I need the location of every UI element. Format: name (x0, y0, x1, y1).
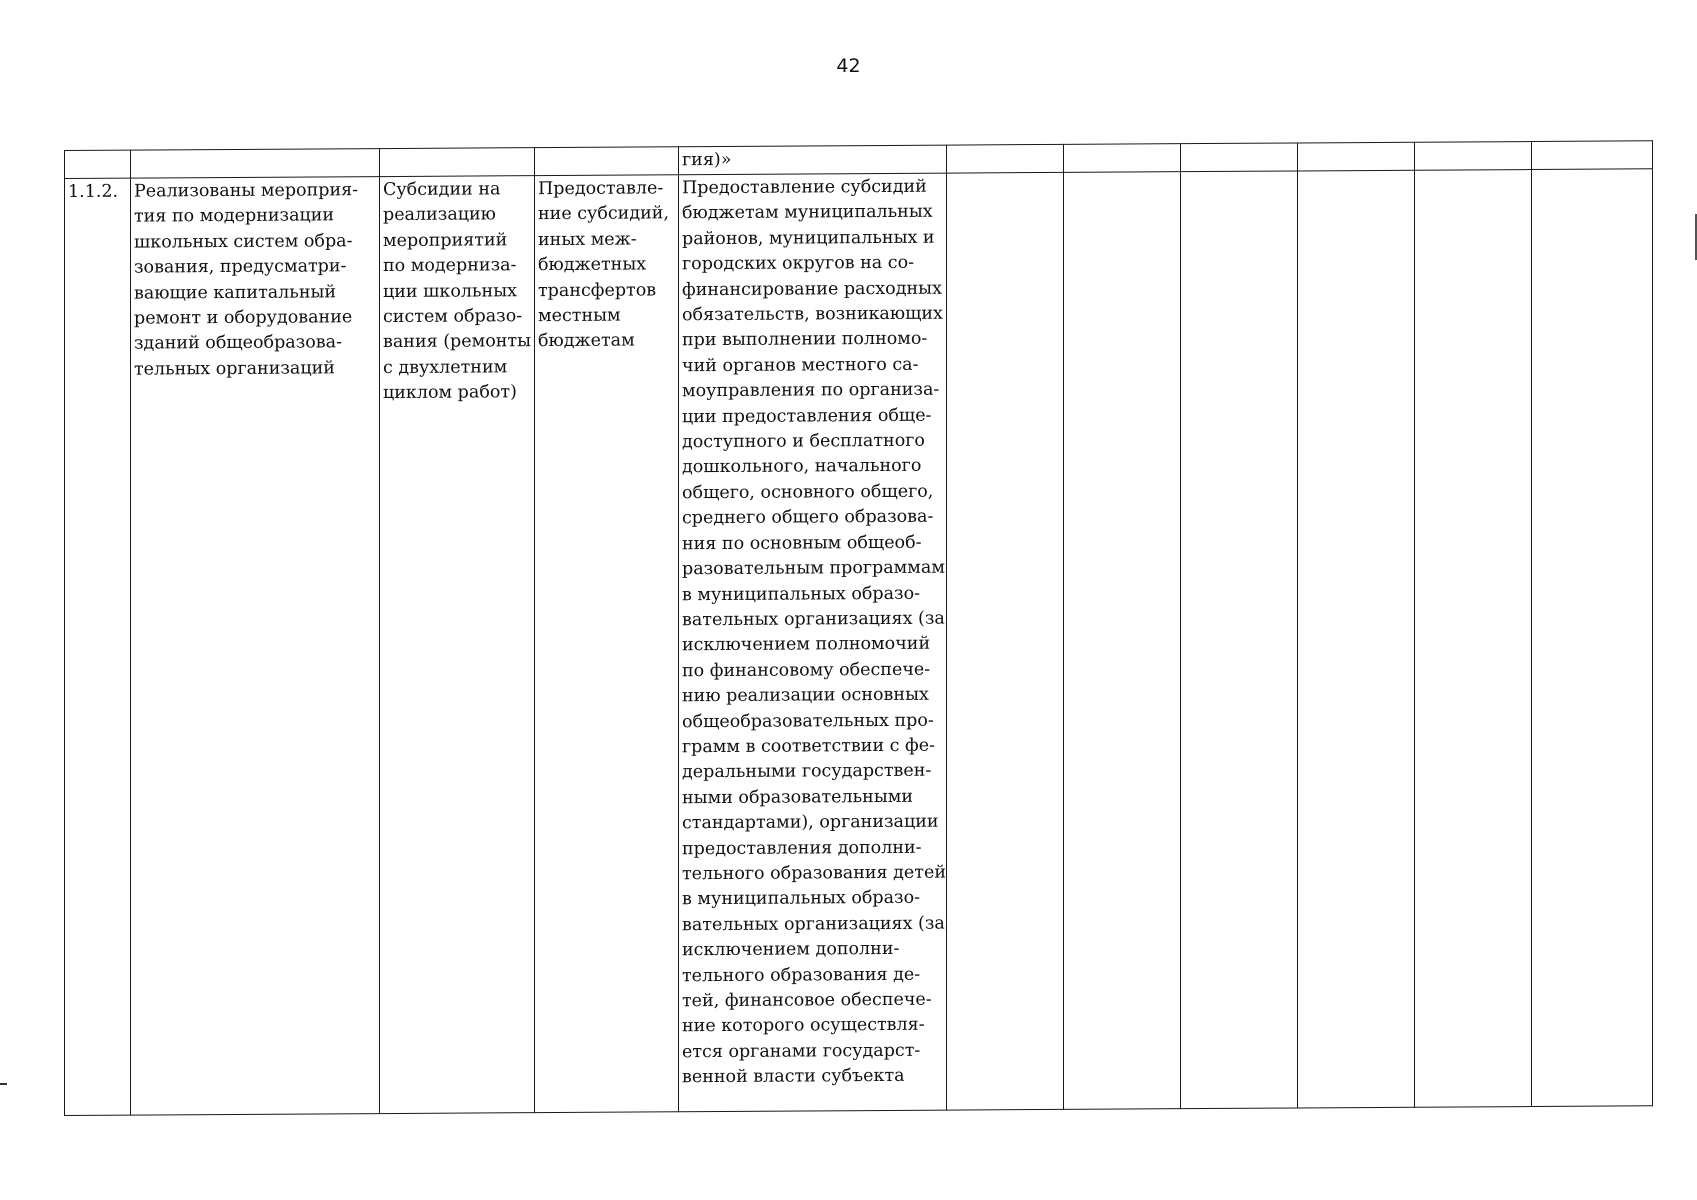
text-line: исключением дополни- (682, 939, 900, 961)
text-line: трансфертов (538, 280, 657, 301)
text-line: ремонт и оборудование (134, 307, 353, 329)
text-line: циклом работ) (383, 382, 517, 404)
cell-empty (1532, 141, 1653, 170)
text-line: районов, муниципальных и (682, 227, 935, 250)
cell-empty (1181, 171, 1298, 1109)
text-line: мероприятий (383, 230, 508, 251)
text-line: реализацию (383, 204, 496, 226)
row-number: 1.1.2. (65, 178, 131, 1115)
text-line: Предоставле- (538, 178, 664, 200)
text-line: грамм в соответствии с фе- (682, 735, 936, 758)
text-line: бюджетам муниципальных (682, 202, 933, 224)
text-line: финансирование расходных (682, 278, 942, 300)
text-line: ние субсидий, (538, 203, 670, 225)
cell-type (535, 147, 679, 176)
text-line: школьных систем обра- (134, 231, 353, 253)
text-line: ется органами государст- (682, 1040, 921, 1063)
text-line: обязательств, возникающих (682, 303, 943, 326)
cell-empty (1532, 169, 1653, 1107)
text-line: вающие капитальный (134, 281, 337, 304)
text-line: нию реализации основных (682, 684, 929, 707)
text-line: доступного и бесплатного (682, 430, 925, 453)
program-activities-table (64, 140, 1653, 1116)
text-line: Реализованы мероприя- (134, 180, 359, 202)
cell-number (65, 150, 131, 178)
text-line: иных меж- (538, 229, 637, 250)
text-line: вательных организациях (за (682, 608, 945, 631)
text-line: систем образо- (383, 306, 523, 328)
text-line: зования, предусматри- (134, 256, 347, 278)
measure-details (679, 173, 947, 1112)
cell-empty (1064, 172, 1181, 1110)
text-line: ными образовательными (682, 786, 914, 808)
text-line: бюджетам (538, 330, 635, 352)
text-line: тельных организаций (134, 358, 335, 380)
text-line: моуправления по организа- (682, 379, 940, 402)
page-number: 42 (836, 55, 861, 77)
text-line: бюджетных (538, 254, 647, 276)
text-line: общеобразовательных про- (682, 710, 934, 732)
result-description (131, 177, 380, 1116)
measure-name (380, 176, 535, 1114)
text-line: вательных организациях (за (682, 913, 945, 936)
text-line: чий органов местного са- (682, 354, 919, 377)
text-line: ние которого осуществля- (682, 1015, 925, 1037)
text-line: ции предоставления обще- (682, 405, 932, 427)
cell-empty (1415, 142, 1532, 171)
text-line: тей, финансовое обеспече- (682, 989, 932, 1012)
text-line: городских округов на со- (682, 253, 915, 275)
text-line: в муниципальных образо- (682, 583, 921, 605)
text-line: при выполнении полномо- (682, 329, 928, 351)
text-line: Субсидии на (383, 179, 501, 201)
cell-empty (1298, 170, 1415, 1108)
text-line: в муниципальных образо- (682, 888, 921, 910)
scan-edge-mark (0, 1083, 7, 1085)
cell-empty (1064, 144, 1181, 173)
text-line: по финансовому обеспече- (682, 659, 931, 681)
text-line: тия по модернизации (134, 205, 335, 227)
cell-result (131, 149, 380, 179)
text-line: общего, основного общего, (682, 481, 934, 504)
text-line: тельного образования де- (682, 964, 921, 986)
text-line: ции школьных (383, 280, 517, 302)
text-line: разовательным программам (682, 557, 945, 580)
text-line: Предоставление субсидий (682, 176, 927, 199)
cell-empty (1181, 143, 1298, 172)
cell-description: гия)» (679, 145, 947, 175)
text-line: ния по основным общеоб- (682, 532, 922, 554)
text-line: вания (ремонты (383, 331, 532, 353)
text-line: с двухлетним (383, 357, 508, 378)
table-row-1-1-2 (65, 169, 1653, 1116)
text-line: стандартами), организации (682, 811, 939, 834)
text-line: дошкольного, начального (682, 456, 922, 478)
text-line: среднего общего образова- (682, 506, 934, 529)
text-line: по модерниза- (383, 255, 517, 277)
text-line: исключением полномочий (682, 634, 931, 656)
cell-empty (947, 172, 1064, 1110)
text-line: предоставления дополни- (682, 837, 922, 859)
text-line: деральными государствен- (682, 761, 932, 783)
text-line: тельного образования детей (682, 862, 946, 885)
text-line: зданий общеобразова- (134, 332, 342, 355)
text-line: местным (538, 305, 621, 327)
cell-empty (947, 144, 1064, 173)
text-line: венной власти субъекта (682, 1066, 905, 1088)
cell-empty (1415, 170, 1532, 1108)
measure-type (535, 175, 679, 1113)
cell-measure (380, 148, 535, 177)
cell-empty (1298, 142, 1415, 171)
